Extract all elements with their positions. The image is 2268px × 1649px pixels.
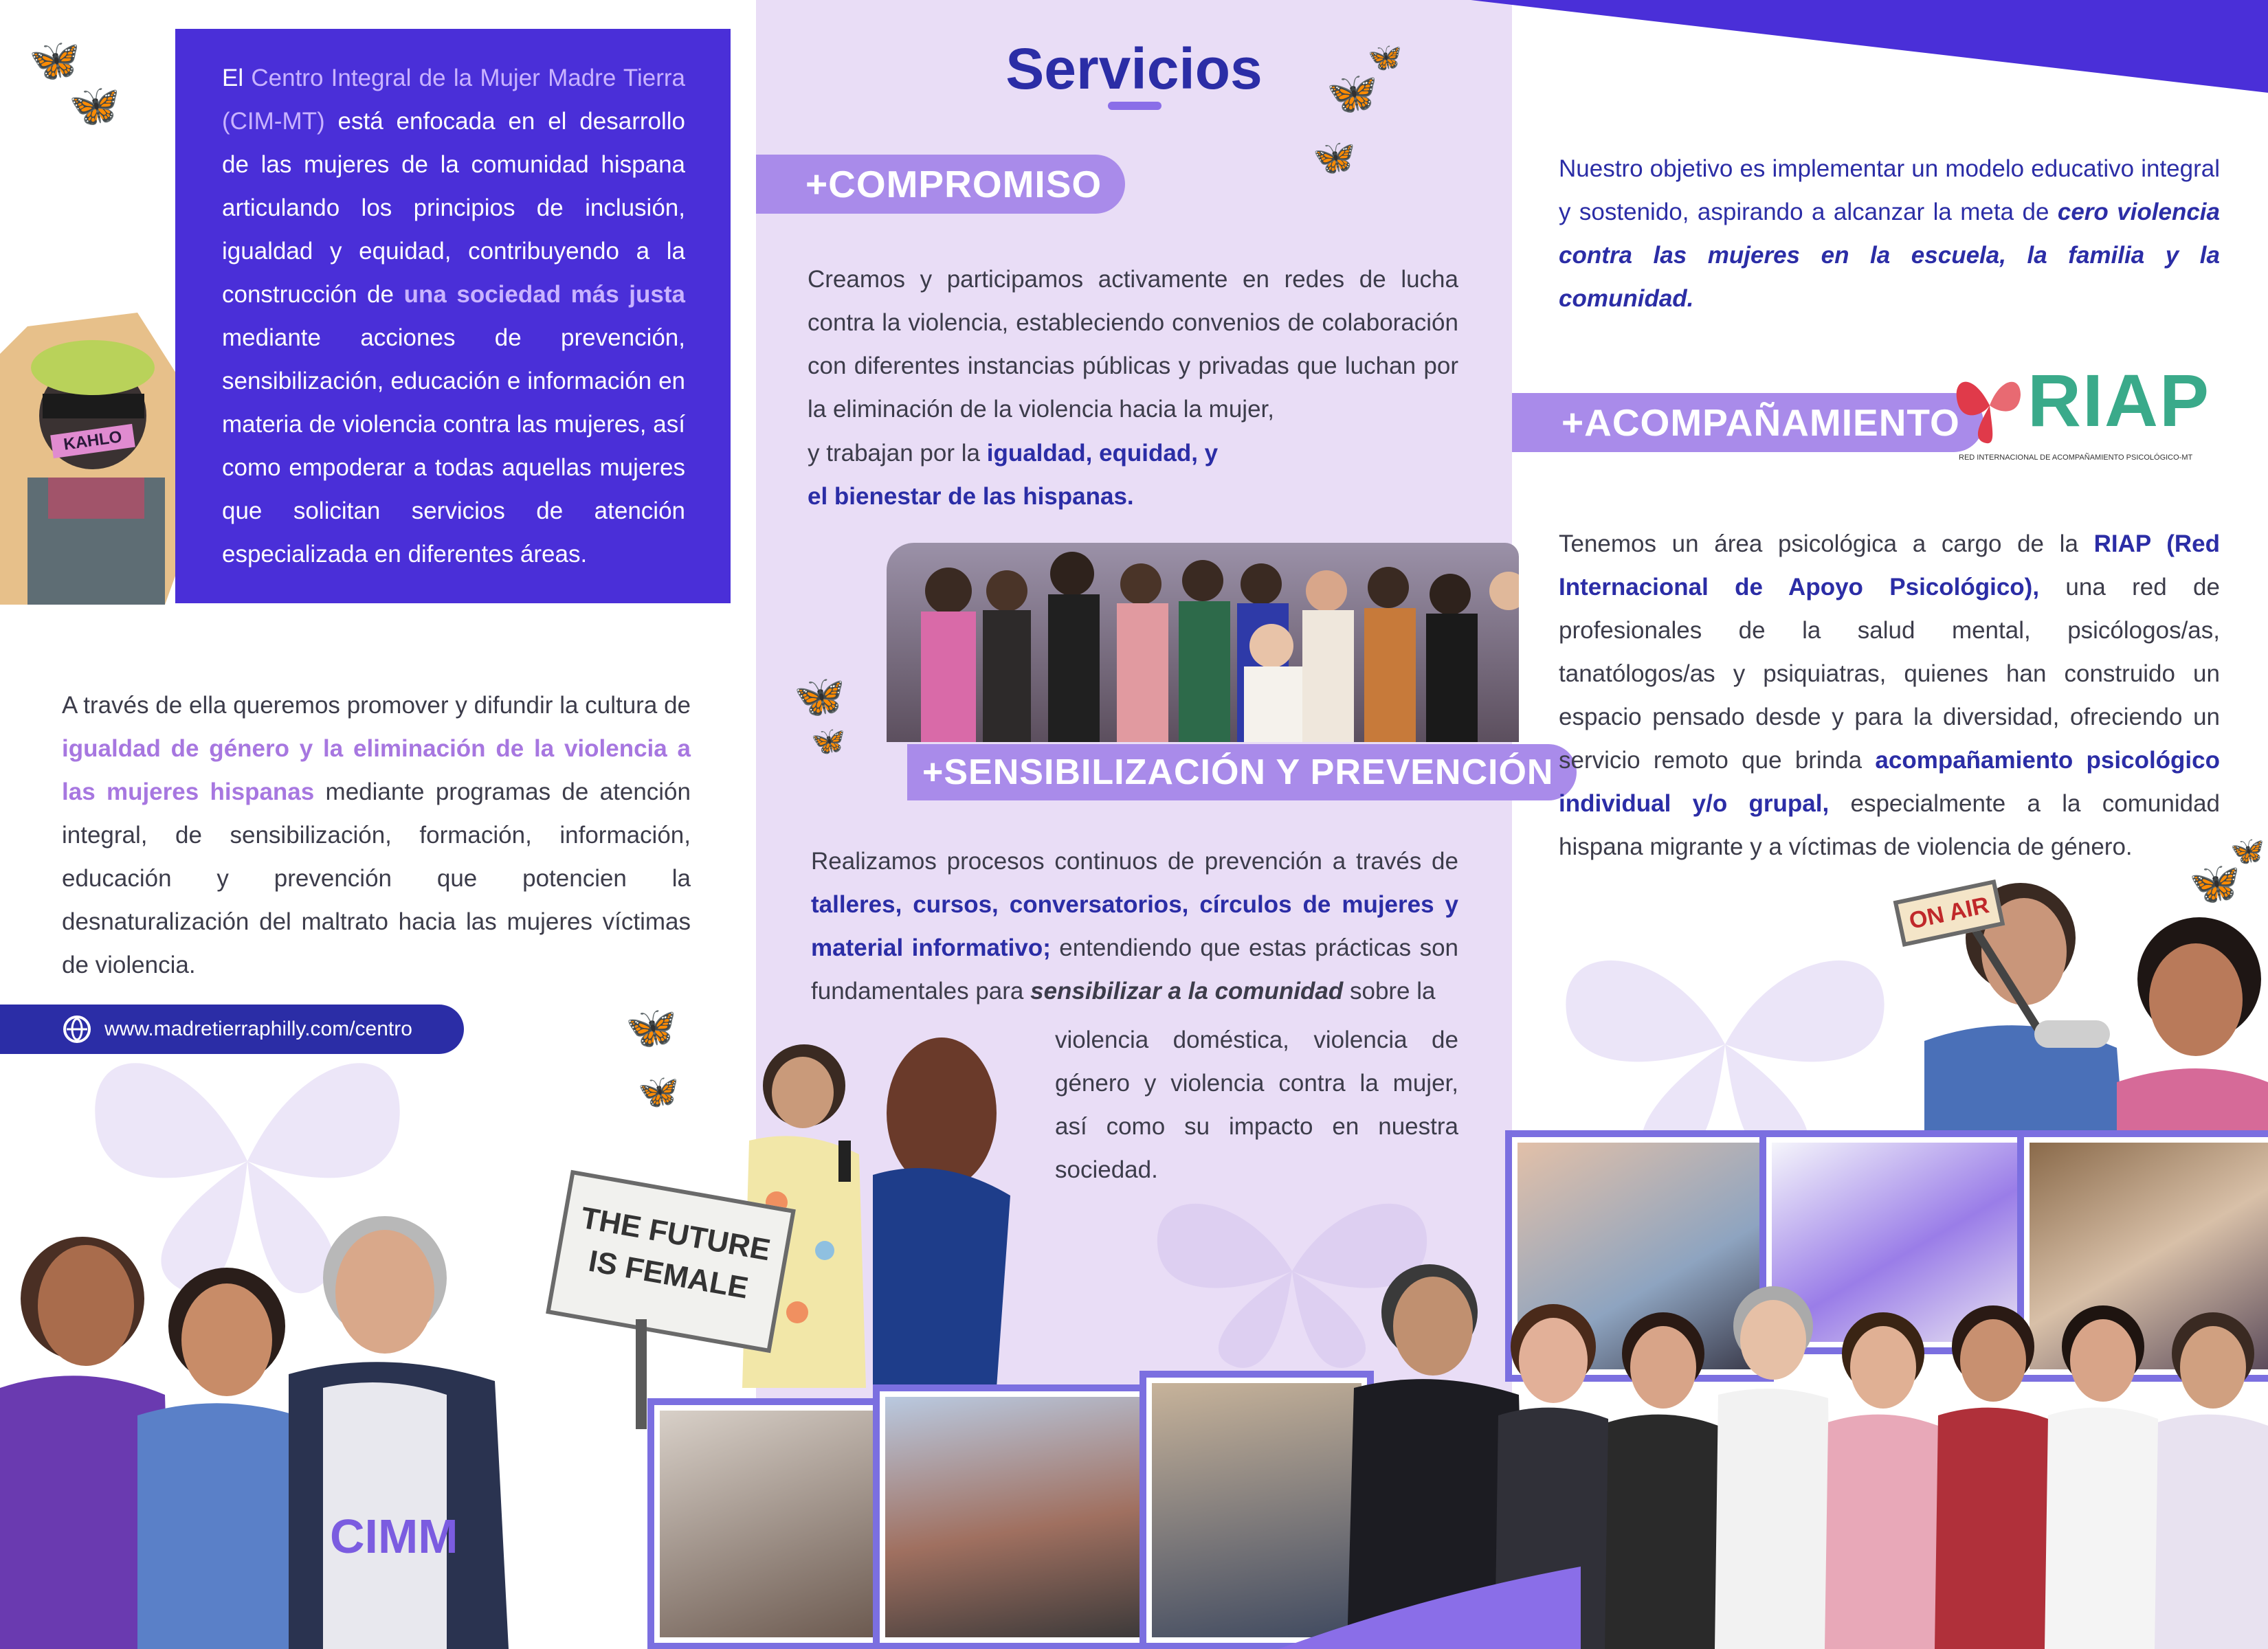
butterfly-icon: 🦋 bbox=[1313, 138, 1356, 177]
culture-highlight: igualdad de género y la eliminación de la violencia a las mujeres hispanas bbox=[62, 735, 691, 805]
kahlo-label: KAHLO bbox=[50, 424, 135, 458]
svg-text:CIMM: CIMM bbox=[330, 1510, 458, 1563]
intro-text: El bbox=[222, 65, 252, 91]
bottom-accent-shape bbox=[1278, 1567, 1581, 1649]
event-photo-speaker bbox=[880, 1391, 1145, 1643]
butterfly-icon: 🦋 bbox=[1326, 70, 1378, 116]
compromiso-paragraph: Creamos y participamos activamente en redes de lucha contra la violencia, estableciendo convenios de colaboración con diferentes instancias públicas y privadas que luchan por la eliminación de la violencia hacia la mujer, bbox=[808, 266, 1458, 423]
page-title: Servicios bbox=[1005, 36, 1263, 101]
org-name: Centro Integral de la Mujer Madre Tierra (CIM-MT) bbox=[222, 65, 685, 135]
butterfly-watermark-right bbox=[1533, 921, 1917, 1168]
compromiso-paragraph-end: y trabajan por la igualdad, equidad, y el bienestar de las hispanas. bbox=[808, 440, 1219, 510]
sensibilizacion-paragraph: Realizamos procesos continuos de prevención a través de talleres, cursos, conversatorios, círculos de mujeres y material informativo; entendiendo que estas prácticas son fundamentales para sensibilizar a la comunidad sobre la bbox=[811, 848, 1458, 1005]
sensibilizacion-label: +SENSIBILIZACIÓN Y PREVENCIÓN bbox=[907, 744, 1577, 800]
website-link[interactable] bbox=[0, 1005, 464, 1054]
title-underline bbox=[1108, 102, 1161, 110]
butterfly-icon: 🦋 bbox=[638, 1074, 679, 1110]
riap-butterfly-icon bbox=[1952, 364, 2027, 447]
butterfly-icon: 🦋 bbox=[1368, 43, 1402, 73]
future-is-female-sign: THE FUTURE IS FEMALE bbox=[546, 1170, 796, 1353]
three-women-photo bbox=[0, 1168, 687, 1649]
riap-logo bbox=[1952, 359, 2211, 467]
sensibilizacion-paragraph-end: violencia doméstica, violencia de género y violencia contra la mujer, así como su impacto en nuestra sociedad. bbox=[1055, 1027, 1458, 1183]
culture-paragraph: A través de ella queremos promover y difundir la cultura de igualdad de género y la eliminación de la violencia a las mujeres hispanas mediante programas de atención integral, de sensibilización, formación, información, educación y prevención que potencien la desnaturalización del maltrato hacia las mujeres víctimas de violencia. bbox=[62, 692, 691, 978]
kahlo-portrait-photo bbox=[0, 313, 196, 605]
acompanamiento-paragraph: Tenemos un área psicológica a cargo de la RIAP (Red Internacional de Apoyo Psicológico), una red de profesionales de la salud mental, psicólogos/as, tanatólogos/as y psiquiatras, quienes han construido un espacio pensado desde y para la diversidad, ofreciendo un servicio remoto que brinda acompañamiento psicológico individual y/o grupal, especialmente a la comunidad hispana migrante y a víctimas de violencia de género. bbox=[1559, 530, 2220, 860]
intro-text: está enfocada en el desarrollo de las mujeres de la comunidad hispana articulando los principios de inclusión, igualdad y equidad, contribuyendo a la construcción de bbox=[222, 108, 685, 308]
butterfly-icon: 🦋 bbox=[811, 726, 845, 756]
compromiso-label: +COMPROMISO bbox=[756, 155, 1125, 214]
website-url: www.madretierraphilly.com/centro bbox=[104, 1018, 412, 1040]
intro-box bbox=[175, 29, 731, 603]
butterfly-icon: 🦋 bbox=[625, 1005, 677, 1051]
event-photo-audience bbox=[654, 1405, 878, 1643]
riap-logo-text: RIAP bbox=[2027, 359, 2211, 442]
butterfly-icon: 🦋 bbox=[69, 82, 120, 128]
intro-highlight: una sociedad más justa bbox=[403, 281, 685, 308]
butterfly-icon: 🦋 bbox=[29, 37, 80, 83]
radio-broadcast-photo bbox=[1883, 862, 2268, 1137]
objective-paragraph: Nuestro objetivo es implementar un modelo educativo integral y sostenido, aspirando a alcanzar la meta de cero violencia contra las mujeres en la escuela, la familia y la comunidad. bbox=[1559, 155, 2220, 312]
butterfly-icon: 🦋 bbox=[2230, 836, 2265, 866]
riap-logo-subtitle: RED INTERNACIONAL DE ACOMPAÑAMIENTO PSICOLÓGICO-MT bbox=[1959, 453, 2193, 462]
acompanamiento-label: +ACOMPAÑAMIENTO bbox=[1512, 393, 1983, 452]
group-photo bbox=[887, 543, 1519, 742]
top-right-wedge bbox=[1471, 0, 2268, 96]
globe-icon bbox=[63, 1016, 91, 1043]
butterfly-icon: 🦋 bbox=[2189, 860, 2241, 906]
on-air-sign: ON AIR bbox=[1893, 879, 2005, 947]
butterfly-icon: 🦋 bbox=[794, 673, 845, 719]
intro-text: mediante acciones de prevención, sensibilización, educación e información en materia de violencia contra las mujeres, así como empoderar a todas aquellas mujeres que solicitan servicios de atención especializada en diferentes áreas. bbox=[222, 324, 685, 568]
